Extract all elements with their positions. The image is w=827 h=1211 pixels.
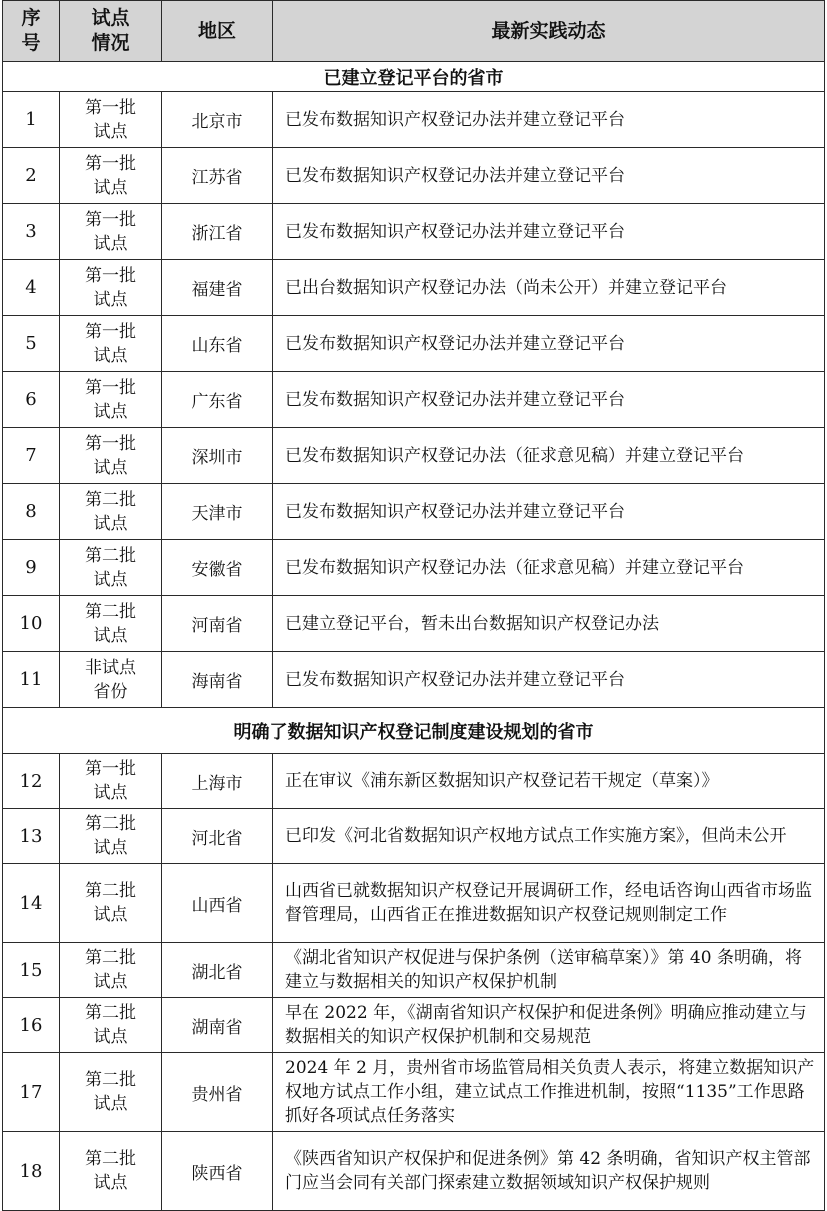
row-region: 湖北省 <box>162 943 273 998</box>
section-title: 明确了数据知识产权登记制度建设规划的省市 <box>3 708 825 754</box>
row-latest-practice: 已发布数据知识产权登记办法并建立登记平台 <box>273 148 825 204</box>
row-region: 江苏省 <box>162 148 273 204</box>
row-pilot-status: 第一批 试点 <box>60 148 162 204</box>
row-pilot-status: 第二批 试点 <box>60 596 162 652</box>
row-number: 18 <box>3 1132 60 1211</box>
table-row <box>3 260 825 316</box>
table-row <box>3 540 825 596</box>
row-pilot-status: 第二批 试点 <box>60 809 162 864</box>
row-region: 陕西省 <box>162 1132 273 1211</box>
row-number: 3 <box>3 204 60 260</box>
row-number: 1 <box>3 92 60 148</box>
table-row <box>3 316 825 372</box>
section-header-row <box>3 62 825 92</box>
row-number: 15 <box>3 943 60 998</box>
row-pilot-status: 第一批 试点 <box>60 428 162 484</box>
row-region: 广东省 <box>162 372 273 428</box>
header-pilot: 试点 情况 <box>60 1 162 62</box>
header-region: 地区 <box>162 1 273 62</box>
table-row <box>3 204 825 260</box>
row-latest-practice: 已发布数据知识产权登记办法（征求意见稿）并建立登记平台 <box>273 428 825 484</box>
row-region: 北京市 <box>162 92 273 148</box>
row-region: 上海市 <box>162 754 273 809</box>
row-number: 4 <box>3 260 60 316</box>
row-pilot-status: 第一批 试点 <box>60 372 162 428</box>
row-number: 6 <box>3 372 60 428</box>
row-region: 山西省 <box>162 864 273 943</box>
table-row <box>3 1132 825 1211</box>
row-pilot-status: 非试点 省份 <box>60 652 162 708</box>
row-region: 山东省 <box>162 316 273 372</box>
row-region: 河南省 <box>162 596 273 652</box>
row-region: 湖南省 <box>162 998 273 1053</box>
row-pilot-status: 第二批 试点 <box>60 484 162 540</box>
registration-status-table <box>2 0 825 1211</box>
row-number: 9 <box>3 540 60 596</box>
table-body <box>3 62 825 1211</box>
table-row <box>3 372 825 428</box>
table-row <box>3 809 825 864</box>
row-latest-practice: 《湖北省知识产权促进与保护条例（送审稿草案）》第 40 条明确，将建立与数据相关的知识产权保护机制 <box>273 943 825 998</box>
row-latest-practice: 已发布数据知识产权登记办法并建立登记平台 <box>273 92 825 148</box>
table-row <box>3 754 825 809</box>
table-row <box>3 428 825 484</box>
row-region: 浙江省 <box>162 204 273 260</box>
row-number: 12 <box>3 754 60 809</box>
row-latest-practice: 已发布数据知识产权登记办法并建立登记平台 <box>273 484 825 540</box>
table-row <box>3 92 825 148</box>
row-pilot-status: 第二批 试点 <box>60 1132 162 1211</box>
table-row <box>3 596 825 652</box>
row-latest-practice: 山西省已就数据知识产权登记开展调研工作，经电话咨询山西省市场监督管理局，山西省正在推进数据知识产权登记规则制定工作 <box>273 864 825 943</box>
row-pilot-status: 第二批 试点 <box>60 864 162 943</box>
section-title: 已建立登记平台的省市 <box>3 62 825 92</box>
row-pilot-status: 第二批 试点 <box>60 998 162 1053</box>
row-latest-practice: 已建立登记平台，暂未出台数据知识产权登记办法 <box>273 596 825 652</box>
row-number: 10 <box>3 596 60 652</box>
row-pilot-status: 第一批 试点 <box>60 260 162 316</box>
row-number: 8 <box>3 484 60 540</box>
row-latest-practice: 《陕西省知识产权保护和促进条例》第 42 条明确，省知识产权主管部门应当会同有关部门探索建立数据领域知识产权保护规则 <box>273 1132 825 1211</box>
row-number: 11 <box>3 652 60 708</box>
table-row <box>3 484 825 540</box>
row-latest-practice: 已印发《河北省数据知识产权地方试点工作实施方案》，但尚未公开 <box>273 809 825 864</box>
row-latest-practice: 已发布数据知识产权登记办法并建立登记平台 <box>273 204 825 260</box>
table-row <box>3 998 825 1053</box>
row-region: 贵州省 <box>162 1053 273 1132</box>
row-number: 13 <box>3 809 60 864</box>
row-latest-practice: 2024 年 2 月，贵州省市场监管局相关负责人表示，将建立数据知识产权地方试点工作小组，建立试点工作推进机制，按照“1135”工作思路抓好各项试点任务落实 <box>273 1053 825 1132</box>
row-latest-practice: 已发布数据知识产权登记办法并建立登记平台 <box>273 372 825 428</box>
row-pilot-status: 第二批 试点 <box>60 540 162 596</box>
row-latest-practice: 已出台数据知识产权登记办法（尚未公开）并建立登记平台 <box>273 260 825 316</box>
row-latest-practice: 已发布数据知识产权登记办法（征求意见稿）并建立登记平台 <box>273 540 825 596</box>
row-number: 5 <box>3 316 60 372</box>
row-pilot-status: 第二批 试点 <box>60 943 162 998</box>
row-number: 7 <box>3 428 60 484</box>
row-region: 河北省 <box>162 809 273 864</box>
row-pilot-status: 第二批 试点 <box>60 1053 162 1132</box>
header-latest: 最新实践动态 <box>273 1 825 62</box>
table-row <box>3 148 825 204</box>
table-row <box>3 652 825 708</box>
row-region: 海南省 <box>162 652 273 708</box>
header-row <box>3 1 825 62</box>
row-pilot-status: 第一批 试点 <box>60 92 162 148</box>
row-number: 16 <box>3 998 60 1053</box>
table-row <box>3 943 825 998</box>
row-pilot-status: 第一批 试点 <box>60 204 162 260</box>
row-latest-practice: 已发布数据知识产权登记办法并建立登记平台 <box>273 652 825 708</box>
row-number: 2 <box>3 148 60 204</box>
row-latest-practice: 正在审议《浦东新区数据知识产权登记若干规定（草案）》 <box>273 754 825 809</box>
row-region: 安徽省 <box>162 540 273 596</box>
row-region: 天津市 <box>162 484 273 540</box>
row-latest-practice: 已发布数据知识产权登记办法并建立登记平台 <box>273 316 825 372</box>
row-number: 14 <box>3 864 60 943</box>
row-pilot-status: 第一批 试点 <box>60 316 162 372</box>
header-no: 序 号 <box>3 1 60 62</box>
row-number: 17 <box>3 1053 60 1132</box>
table-row <box>3 1053 825 1132</box>
row-region: 深圳市 <box>162 428 273 484</box>
row-pilot-status: 第一批 试点 <box>60 754 162 809</box>
section-header-row <box>3 708 825 754</box>
table-row <box>3 864 825 943</box>
row-latest-practice: 早在 2022 年，《湖南省知识产权保护和促进条例》明确应推动建立与数据相关的知识产权保护机制和交易规范 <box>273 998 825 1053</box>
row-region: 福建省 <box>162 260 273 316</box>
